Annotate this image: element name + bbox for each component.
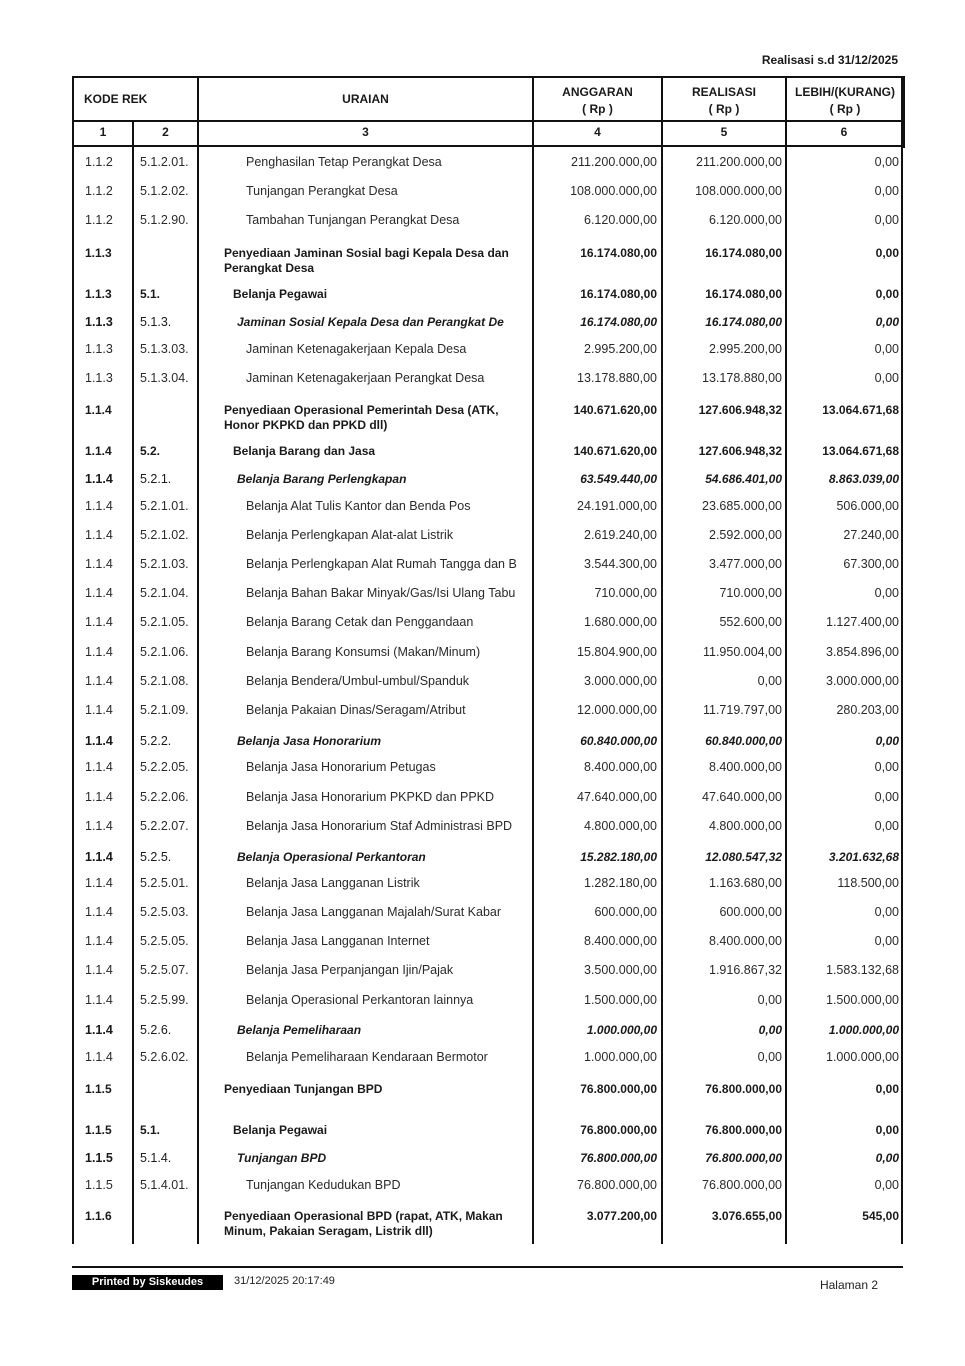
- kode-akun-cell: 5.2.1.06.: [140, 645, 189, 659]
- header-realisasi: [663, 84, 785, 118]
- selisih-cell: 1.000.000,00: [828, 1023, 899, 1037]
- anggaran-cell: 710.000,00: [594, 586, 657, 600]
- table-left-border: [72, 76, 74, 1244]
- anggaran-cell: 16.174.080,00: [580, 287, 657, 301]
- column-number-4: 4: [594, 125, 601, 139]
- anggaran-cell: 16.174.080,00: [580, 315, 657, 329]
- kode-rek-cell: 1.1.3: [85, 342, 113, 356]
- uraian-cell: Jaminan Ketenagakerjaan Kepala Desa: [246, 342, 467, 356]
- kode-rek-cell: 1.1.3: [85, 315, 113, 329]
- kode-rek-cell: 1.1.4: [85, 819, 113, 833]
- uraian-cell: Tunjangan Perangkat Desa: [246, 184, 398, 198]
- uraian-cell: Belanja Jasa Langganan Listrik: [246, 876, 420, 890]
- uraian-cell: Belanja Jasa Honorarium Petugas: [246, 760, 436, 774]
- realisasi-cell: 2.995.200,00: [709, 342, 782, 356]
- realisasi-cell: 710.000,00: [719, 586, 782, 600]
- kode-rek-cell: 1.1.4: [85, 934, 113, 948]
- table-right-border: [901, 76, 903, 1244]
- realisasi-cell: 127.606.948,32: [698, 444, 782, 458]
- selisih-cell: 0,00: [874, 371, 899, 385]
- uraian-cell: Belanja Barang Cetak dan Penggandaan: [246, 615, 474, 629]
- kode-akun-cell: 5.1.4.: [140, 1151, 172, 1165]
- anggaran-cell: 76.800.000,00: [580, 1151, 657, 1165]
- kode-akun-cell: 5.2.1.: [140, 472, 172, 486]
- anggaran-cell: 3.500.000,00: [584, 963, 657, 977]
- selisih-cell: 0,00: [874, 586, 899, 600]
- anggaran-cell: 140.671.620,00: [573, 403, 657, 417]
- realisasi-cell: 60.840.000,00: [705, 734, 782, 748]
- col-divider-2: [197, 76, 199, 1244]
- kode-akun-cell: 5.1.2.90.: [140, 213, 189, 227]
- anggaran-cell: 13.178.880,00: [577, 371, 657, 385]
- uraian-cell: Belanja Pegawai: [233, 1123, 328, 1137]
- uraian-cell: Belanja Pemeliharaan: [237, 1023, 362, 1037]
- header-anggaran-unit: ( Rp ): [582, 102, 613, 116]
- selisih-cell: 1.500.000,00: [826, 993, 899, 1007]
- anggaran-cell: 6.120.000,00: [584, 213, 657, 227]
- header-realisasi-label: REALISASI: [691, 85, 756, 99]
- anggaran-cell: 76.800.000,00: [577, 1178, 657, 1192]
- anggaran-cell: 4.800.000,00: [584, 819, 657, 833]
- selisih-cell: 0,00: [875, 287, 899, 301]
- column-number-2: 2: [162, 125, 169, 139]
- kode-rek-cell: 1.1.4: [85, 1023, 113, 1037]
- kode-rek-cell: 1.1.5: [85, 1123, 112, 1137]
- selisih-cell: 0,00: [875, 246, 899, 260]
- kode-rek-cell: 1.1.4: [85, 734, 113, 748]
- realisasi-cell: 211.200.000,00: [696, 155, 782, 169]
- selisih-cell: 0,00: [874, 760, 899, 774]
- uraian-cell: Belanja Pakaian Dinas/Seragam/Atribut: [246, 703, 466, 717]
- anggaran-cell: 16.174.080,00: [580, 246, 657, 260]
- uraian-cell: Tunjangan Kedudukan BPD: [246, 1178, 401, 1192]
- kode-rek-cell: 1.1.4: [85, 760, 113, 774]
- realisasi-cell: 0,00: [757, 993, 782, 1007]
- anggaran-cell: 15.804.900,00: [577, 645, 657, 659]
- uraian-cell: Belanja Jasa Perpanjangan Ijin/Pajak: [246, 963, 454, 977]
- kode-akun-cell: 5.2.1.05.: [140, 615, 189, 629]
- selisih-cell: 0,00: [875, 1123, 899, 1137]
- kode-akun-cell: 5.2.5.05.: [140, 934, 189, 948]
- anggaran-cell: 47.640.000,00: [577, 790, 657, 804]
- anggaran-cell: 211.200.000,00: [571, 155, 657, 169]
- selisih-cell: 3.201.632,68: [828, 850, 899, 864]
- kode-rek-cell: 1.1.2: [85, 184, 113, 198]
- uraian-cell: Jaminan Sosial Kepala Desa dan Perangkat De: [237, 315, 504, 329]
- kode-rek-cell: 1.1.5: [85, 1178, 113, 1192]
- kode-rek-cell: 1.1.4: [85, 444, 112, 458]
- selisih-cell: 3.000.000,00: [826, 674, 899, 688]
- kode-akun-cell: 5.2.: [140, 444, 161, 458]
- uraian-cell: Belanja Jasa Langganan Internet: [246, 934, 430, 948]
- uraian-cell: Belanja Perlengkapan Alat-alat Listrik: [246, 528, 454, 542]
- header-lebih-kurang: [787, 84, 903, 118]
- anggaran-cell: 1.000.000,00: [584, 1050, 657, 1064]
- anggaran-cell: 76.800.000,00: [580, 1123, 657, 1137]
- kode-rek-cell: 1.1.4: [85, 403, 112, 417]
- kode-akun-cell: 5.2.6.02.: [140, 1050, 189, 1064]
- realisasi-cell: 0,00: [758, 1023, 782, 1037]
- header-uraian: URAIAN: [342, 92, 389, 106]
- uraian-cell: Belanja Bahan Bakar Minyak/Gas/Isi Ulang Tabu: [246, 586, 516, 600]
- selisih-cell: 280.203,00: [836, 703, 899, 717]
- uraian-cell: Tambahan Tunjangan Perangkat Desa: [246, 213, 460, 227]
- selisih-cell: 0,00: [875, 315, 899, 329]
- kode-akun-cell: 5.2.1.01.: [140, 499, 189, 513]
- selisih-cell: 67.300,00: [843, 557, 899, 571]
- selisih-cell: 0,00: [875, 1082, 899, 1096]
- anggaran-cell: 12.000.000,00: [577, 703, 657, 717]
- kode-akun-cell: 5.2.5.99.: [140, 993, 189, 1007]
- selisih-cell: 13.064.671,68: [822, 403, 899, 417]
- selisih-cell: 118.500,00: [837, 876, 899, 890]
- kode-rek-cell: 1.1.4: [85, 472, 113, 486]
- kode-akun-cell: 5.2.1.04.: [140, 586, 189, 600]
- uraian-cell: Belanja Operasional Perkantoran lainnya: [246, 993, 474, 1007]
- kode-rek-cell: 1.1.4: [85, 557, 113, 571]
- selisih-cell: 0,00: [874, 1178, 899, 1192]
- selisih-cell: 0,00: [874, 213, 899, 227]
- kode-rek-cell: 1.1.4: [85, 615, 113, 629]
- selisih-cell: 545,00: [862, 1209, 899, 1223]
- kode-akun-cell: 5.2.2.05.: [140, 760, 189, 774]
- uraian-cell: Belanja Bendera/Umbul-umbul/Spanduk: [246, 674, 470, 688]
- realisasi-cell: 3.477.000,00: [709, 557, 782, 571]
- page-number: Halaman 2: [819, 1278, 878, 1292]
- selisih-cell: 0,00: [874, 790, 899, 804]
- realisasi-cell: 23.685.000,00: [702, 499, 782, 513]
- realisasi-cell: 76.800.000,00: [705, 1082, 782, 1096]
- footer-divider: [72, 1266, 903, 1268]
- uraian-cell: Belanja Barang dan Jasa: [233, 444, 376, 458]
- printed-timestamp: 31/12/2025 20:17:49: [234, 1275, 335, 1287]
- anggaran-cell: 140.671.620,00: [573, 444, 657, 458]
- realisasi-cell: 0,00: [757, 1050, 782, 1064]
- kode-akun-cell: 5.2.5.07.: [140, 963, 189, 977]
- uraian-cell: Jaminan Ketenagakerjaan Perangkat Desa: [246, 371, 485, 385]
- anggaran-cell: 108.000.000,00: [570, 184, 657, 198]
- column-number-6: 6: [840, 125, 848, 139]
- realisasi-cell: 108.000.000,00: [695, 184, 782, 198]
- anggaran-cell: 76.800.000,00: [580, 1082, 657, 1096]
- uraian-cell: Penyediaan Jaminan Sosial bagi Kepala Desa dan Perangkat Desa: [224, 246, 509, 275]
- kode-akun-cell: 5.1.3.03.: [140, 342, 189, 356]
- kode-rek-cell: 1.1.4: [85, 674, 113, 688]
- kode-akun-cell: 5.2.2.: [140, 734, 172, 748]
- printed-by-badge: Printed by Siskeudes: [72, 1275, 223, 1290]
- realisasi-cell: 1.916.867,32: [709, 963, 782, 977]
- selisih-cell: 1.583.132,68: [826, 963, 899, 977]
- realisasi-cell: 552.600,00: [719, 615, 782, 629]
- kode-akun-cell: 5.1.4.01.: [140, 1178, 189, 1192]
- realisasi-cell: 16.174.080,00: [705, 246, 782, 260]
- realisasi-cell: 47.640.000,00: [702, 790, 782, 804]
- uraian-cell: Belanja Operasional Perkantoran: [237, 850, 426, 864]
- realisasi-cell: 8.400.000,00: [709, 760, 782, 774]
- anggaran-cell: 3.544.300,00: [584, 557, 657, 571]
- kode-akun-cell: 5.2.1.03.: [140, 557, 189, 571]
- selisih-cell: 1.127.400,00: [826, 615, 899, 629]
- selisih-cell: 0,00: [874, 155, 899, 169]
- uraian-cell: Belanja Jasa Honorarium PKPKD dan PPKD: [246, 790, 495, 804]
- realisasi-cell: 6.120.000,00: [709, 213, 782, 227]
- kode-rek-cell: 1.1.4: [85, 499, 113, 513]
- header-lebih-kurang-label: LEBIH/(KURANG): [795, 85, 895, 99]
- realisasi-cell: 12.080.547,32: [705, 850, 782, 864]
- kode-rek-cell: 1.1.5: [85, 1151, 113, 1165]
- column-number-5: 5: [720, 125, 728, 139]
- kode-akun-cell: 5.1.3.: [140, 315, 172, 329]
- realisasi-cell: 13.178.880,00: [702, 371, 782, 385]
- realisasi-cell: 2.592.000,00: [709, 528, 782, 542]
- kode-akun-cell: 5.1.: [140, 1123, 161, 1137]
- kode-rek-cell: 1.1.6: [85, 1209, 112, 1223]
- kode-akun-cell: 5.1.: [140, 287, 161, 301]
- anggaran-cell: 63.549.440,00: [580, 472, 657, 486]
- realisasi-cell: 127.606.948,32: [698, 403, 782, 417]
- uraian-cell: Belanja Perlengkapan Alat Rumah Tangga dan B: [246, 557, 517, 571]
- realisasi-cell: 16.174.080,00: [705, 315, 782, 329]
- uraian-cell: Penyediaan Operasional Pemerintah Desa (ATK, Honor PKPKD dan PPKD dll): [224, 403, 499, 432]
- anggaran-cell: 8.400.000,00: [584, 934, 657, 948]
- realisasi-cell: 16.174.080,00: [705, 287, 782, 301]
- kode-rek-cell: 1.1.4: [85, 993, 113, 1007]
- anggaran-cell: 1.680.000,00: [584, 615, 657, 629]
- kode-rek-cell: 1.1.4: [85, 850, 113, 864]
- realisasi-cell: 11.950.004,00: [702, 645, 782, 659]
- kode-rek-cell: 1.1.4: [85, 703, 113, 717]
- realisasi-cell: 3.076.655,00: [711, 1209, 782, 1223]
- uraian-cell: Belanja Jasa Honorarium: [237, 734, 382, 748]
- uraian-cell: Belanja Pegawai: [233, 287, 328, 301]
- selisih-cell: 0,00: [874, 184, 899, 198]
- kode-rek-cell: 1.1.3: [85, 287, 112, 301]
- selisih-cell: 0,00: [874, 934, 899, 948]
- realisasi-cell: 76.800.000,00: [702, 1178, 782, 1192]
- selisih-cell: 8.863.039,00: [828, 472, 899, 486]
- realisasi-cell: 8.400.000,00: [709, 934, 782, 948]
- anggaran-cell: 15.282.180,00: [580, 850, 657, 864]
- kode-rek-cell: 1.1.2: [85, 155, 113, 169]
- anggaran-cell: 1.000.000,00: [586, 1023, 657, 1037]
- kode-akun-cell: 5.2.1.09.: [140, 703, 189, 717]
- kode-rek-cell: 1.1.4: [85, 876, 113, 890]
- uraian-cell: Penyediaan Tunjangan BPD: [224, 1082, 383, 1096]
- kode-akun-cell: 5.2.5.01.: [140, 876, 189, 890]
- selisih-cell: 3.854.896,00: [826, 645, 899, 659]
- kode-akun-cell: 5.1.2.01.: [140, 155, 189, 169]
- kode-rek-cell: 1.1.4: [85, 645, 113, 659]
- kode-rek-cell: 1.1.2: [85, 213, 113, 227]
- header-kode-rek: KODE REK: [84, 92, 148, 106]
- realisasi-cell: 0,00: [757, 674, 782, 688]
- header-lebih-kurang-unit: ( Rp ): [829, 102, 861, 116]
- uraian-cell: Belanja Barang Konsumsi (Makan/Minum): [246, 645, 481, 659]
- header-realisasi-unit: ( Rp ): [708, 102, 740, 116]
- uraian-cell: Penyediaan Operasional BPD (rapat, ATK, Makan Minum, Pakaian Seragam, Listrik dll): [224, 1209, 503, 1238]
- selisih-cell: 0,00: [874, 342, 899, 356]
- uraian-cell: Belanja Jasa Langganan Majalah/Surat Kabar: [246, 905, 502, 919]
- anggaran-cell: 2.995.200,00: [584, 342, 657, 356]
- anggaran-cell: 24.191.000,00: [577, 499, 657, 513]
- kode-akun-cell: 5.2.2.07.: [140, 819, 189, 833]
- anggaran-cell: 2.619.240,00: [584, 528, 657, 542]
- realisasi-cell: 4.800.000,00: [709, 819, 782, 833]
- realisasi-cell: 1.163.680,00: [709, 876, 782, 890]
- uraian-cell: Tunjangan BPD: [237, 1151, 327, 1165]
- selisih-cell: 0,00: [874, 819, 899, 833]
- header-anggaran-label: ANGGARAN: [562, 85, 633, 99]
- uraian-cell: Penghasilan Tetap Perangkat Desa: [246, 155, 442, 169]
- kode-rek-cell: 1.1.3: [85, 371, 113, 385]
- uraian-cell: Belanja Alat Tulis Kantor dan Benda Pos: [246, 499, 471, 513]
- anggaran-cell: 3.000.000,00: [584, 674, 657, 688]
- selisih-cell: 1.000.000,00: [826, 1050, 899, 1064]
- anggaran-cell: 1.500.000,00: [584, 993, 657, 1007]
- kode-rek-cell: 1.1.4: [85, 905, 113, 919]
- anggaran-cell: 60.840.000,00: [580, 734, 657, 748]
- kode-akun-cell: 5.2.1.02.: [140, 528, 189, 542]
- realisasi-cell: 54.686.401,00: [705, 472, 782, 486]
- kode-rek-cell: 1.1.4: [85, 963, 113, 977]
- anggaran-cell: 8.400.000,00: [584, 760, 657, 774]
- kode-akun-cell: 5.1.2.02.: [140, 184, 189, 198]
- kode-akun-cell: 5.2.5.03.: [140, 905, 189, 919]
- realisasi-cell: 76.800.000,00: [705, 1123, 782, 1137]
- column-number-3: 3: [362, 125, 369, 139]
- selisih-cell: 0,00: [875, 1151, 899, 1165]
- selisih-cell: 0,00: [874, 905, 899, 919]
- column-number-1: 1: [99, 125, 107, 139]
- kode-akun-cell: 5.2.1.08.: [140, 674, 189, 688]
- kode-rek-cell: 1.1.4: [85, 1050, 113, 1064]
- selisih-cell: 0,00: [875, 734, 899, 748]
- kode-rek-cell: 1.1.4: [85, 528, 113, 542]
- header-anggaran: [534, 84, 661, 118]
- kode-akun-cell: 5.2.6.: [140, 1023, 172, 1037]
- realisasi-cell: 600.000,00: [719, 905, 782, 919]
- kode-akun-cell: 5.2.2.06.: [140, 790, 189, 804]
- uraian-cell: Belanja Jasa Honorarium Staf Administrasi BPD: [246, 819, 513, 833]
- realisasi-cell: 11.719.797,00: [702, 703, 782, 717]
- kode-rek-cell: 1.1.5: [85, 1082, 112, 1096]
- selisih-cell: 13.064.671,68: [822, 444, 899, 458]
- kode-akun-cell: 5.2.5.: [140, 850, 172, 864]
- kode-rek-cell: 1.1.4: [85, 586, 113, 600]
- kode-rek-cell: 1.1.4: [85, 790, 113, 804]
- uraian-cell: Belanja Pemeliharaan Kendaraan Bermotor: [246, 1050, 488, 1064]
- kode-rek-cell: 1.1.3: [85, 246, 112, 260]
- report-period-label: Realisasi s.d 31/12/2025: [761, 53, 898, 67]
- kode-akun-cell: 5.1.3.04.: [140, 371, 189, 385]
- selisih-cell: 506.000,00: [836, 499, 899, 513]
- anggaran-cell: 3.077.200,00: [586, 1209, 657, 1223]
- selisih-cell: 27.240,00: [843, 528, 899, 542]
- anggaran-cell: 600.000,00: [594, 905, 657, 919]
- uraian-cell: Belanja Barang Perlengkapan: [237, 472, 407, 486]
- anggaran-cell: 1.282.180,00: [584, 876, 657, 890]
- realisasi-cell: 76.800.000,00: [705, 1151, 782, 1165]
